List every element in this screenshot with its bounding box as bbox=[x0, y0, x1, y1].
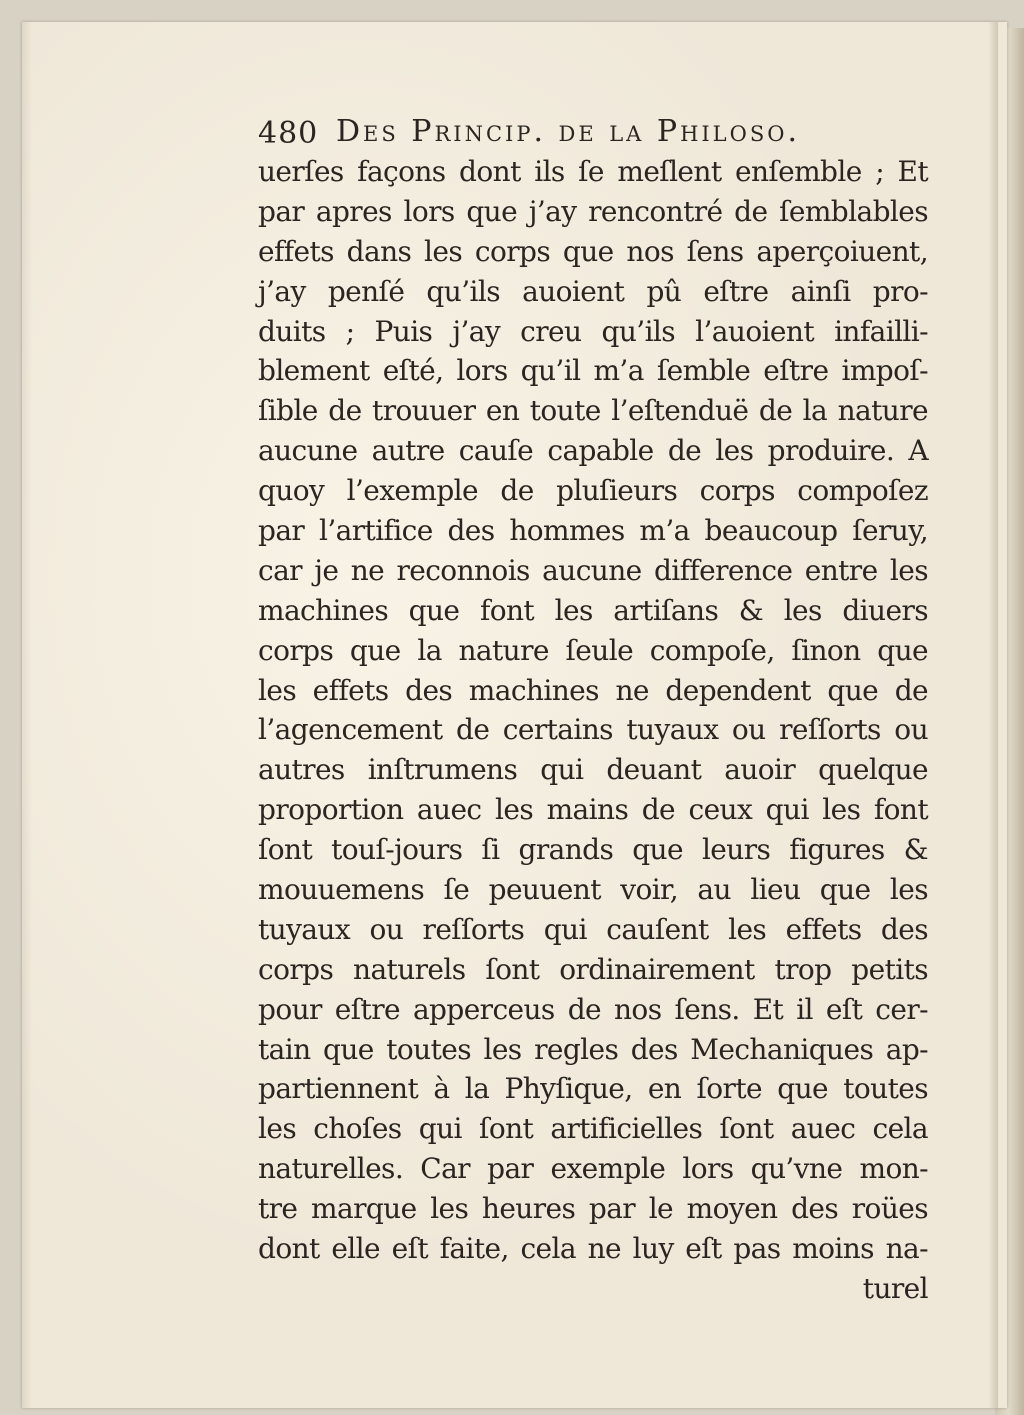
text-line: effets dans les corps que nos ſens aperçoiuent, bbox=[258, 234, 928, 268]
text-line: naturelles. Car par exemple lors qu’vne mon- bbox=[258, 1152, 928, 1186]
text-line: dont elle eſt faite, cela ne luy eſt pas moins na- bbox=[258, 1232, 928, 1266]
text-line: tain que toutes les regles des Mechaniques ap- bbox=[258, 1032, 928, 1066]
text-line: partiennent à la Phyſique, en ſorte que toutes bbox=[258, 1072, 928, 1106]
text-line: pour eſtre apperceus de nos ſens. Et il eſt cer- bbox=[258, 992, 928, 1026]
page-edge-shadow bbox=[988, 22, 998, 1408]
text-line: mouuemens ſe peuuent voir, au lieu que les bbox=[258, 873, 928, 907]
text-line: l’agencement de certains tuyaux ou reſſorts ou bbox=[258, 713, 928, 747]
text-line: uerſes façons dont ils ſe meſlent enſemble ; Et bbox=[258, 155, 928, 188]
text-line: ſible de trouuer en toute l’eſtenduë de la nature bbox=[258, 394, 928, 428]
text-line: j’ay penſé qu’ils auoient pû eſtre ainſi pro- bbox=[258, 274, 928, 308]
text-line: les choſes qui ſont artificielles ſont auec cela bbox=[258, 1112, 928, 1146]
text-line: proportion auec les mains de ceux qui les font bbox=[258, 793, 928, 827]
text-line: machines que font les artiſans & les diuers bbox=[258, 593, 928, 627]
text-line: quoy l’exemple de pluſieurs corps compoſez bbox=[258, 474, 928, 508]
text-line: aucune autre cauſe capable de les produire. A bbox=[258, 434, 928, 468]
text-line: car je ne reconnois aucune difference entre les bbox=[258, 553, 928, 587]
running-head: Des Princip. de la Philoso. bbox=[336, 114, 800, 149]
text-line: duits ; Puis j’ay creu qu’ils l’auoient infailli- bbox=[258, 314, 928, 348]
text-line: autres inſtrumens qui deuant auoir quelque bbox=[258, 753, 928, 787]
text-line: corps naturels ſont ordinairement trop petits bbox=[258, 952, 928, 986]
page-header bbox=[258, 114, 928, 154]
text-line: tuyaux ou reſſorts qui cauſent les effets des bbox=[258, 912, 928, 946]
catchword: turel bbox=[862, 1271, 928, 1305]
text-line: tre marque les heures par le moyen des roües bbox=[258, 1192, 928, 1226]
text-line: par l’artifice des hommes m’a beaucoup ſeruy, bbox=[258, 514, 928, 548]
body-text bbox=[258, 152, 928, 1309]
page-number: 480 bbox=[258, 116, 319, 151]
text-line: ſont touſ-jours ſi grands que leurs figures & bbox=[258, 833, 928, 867]
text-line: blement eſté, lors qu’il m’a ſemble eſtre impoſ- bbox=[258, 354, 928, 388]
text-line: corps que la nature ſeule compoſe, ſinon que bbox=[258, 633, 928, 667]
text-line: les effets des machines ne dependent que de bbox=[258, 673, 928, 707]
text-line: par apres lors que j’ay rencontré de ſemblables bbox=[258, 194, 928, 228]
